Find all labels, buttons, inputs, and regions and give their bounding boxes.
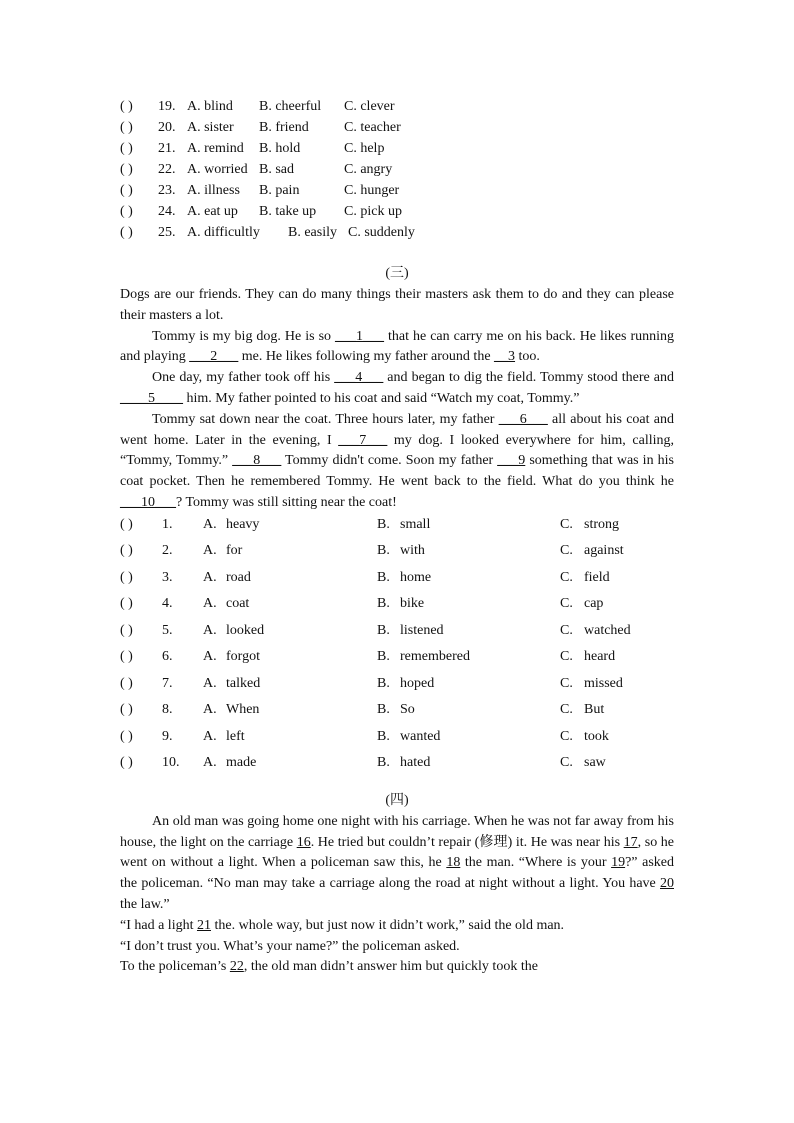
passage-text: my dog. I looked everywhere for him, calling, “Tommy, Tommy.”: [120, 432, 674, 469]
option-a: left: [226, 728, 245, 744]
passage-text: . He tried but couldn’t repair (修理) it. He was near his: [310, 834, 624, 850]
answer-paren[interactable]: ( ): [120, 99, 133, 114]
question-number: 24.: [158, 204, 176, 219]
option-c-letter: C.: [560, 543, 573, 559]
option-b-letter: B.: [377, 649, 390, 665]
passage-text: , so he went on without a light. When a policeman saw this, he: [120, 834, 675, 871]
option-a: A. sister: [187, 120, 234, 135]
answer-paren[interactable]: ( ): [120, 543, 133, 559]
blank-20[interactable]: 20: [660, 876, 674, 892]
questions-top: [120, 96, 674, 243]
option-a-letter: A.: [203, 755, 217, 771]
question-number: 20.: [158, 120, 176, 135]
passage-text: Tommy is my big dog. He is so: [152, 328, 336, 344]
section-4-paragraph-4: [120, 957, 674, 978]
option-c: against: [584, 543, 624, 559]
option-c: cap: [584, 596, 604, 612]
section-4-title: (四): [385, 792, 409, 808]
question-number: 9.: [162, 728, 173, 744]
option-c: C. teacher: [344, 120, 401, 135]
answer-paren[interactable]: ( ): [120, 162, 133, 177]
option-b: B. take up: [259, 204, 317, 219]
passage-text: the law.”: [120, 896, 170, 912]
option-b-letter: B.: [377, 543, 390, 559]
option-b: B. cheerful: [259, 99, 322, 114]
blank-4[interactable]: ___4___: [334, 370, 384, 386]
option-a-letter: A.: [203, 675, 217, 691]
answer-paren[interactable]: ( ): [120, 183, 133, 198]
blank-6[interactable]: ___6___: [498, 411, 548, 427]
option-b-letter: B.: [377, 596, 390, 612]
option-b-letter: B.: [377, 516, 390, 532]
passage-text: the. whole way, but just now it didn’t work,” said the old man.: [210, 917, 565, 933]
option-b: listened: [400, 622, 444, 638]
option-a: looked: [226, 622, 265, 638]
option-b: B. hold: [259, 141, 301, 156]
option-b: B. friend: [259, 120, 309, 135]
option-row: [120, 567, 674, 594]
option-c-letter: C.: [560, 728, 573, 744]
option-a-letter: A.: [203, 702, 217, 718]
question-number: 8.: [162, 702, 173, 718]
option-c-letter: C.: [560, 675, 573, 691]
passage-text: One day, my father took off his: [152, 370, 335, 386]
passage-text: ? Tommy was still sitting near the coat!: [176, 494, 397, 510]
option-a: heavy: [226, 516, 260, 532]
question-number: 10.: [162, 755, 180, 771]
blank-5[interactable]: ____5____: [120, 390, 183, 406]
blank-22[interactable]: 22: [229, 959, 244, 975]
option-a: A. blind: [187, 99, 233, 114]
passage-text: , the old man didn’t answer him but quickly took the: [243, 959, 538, 975]
blank-1[interactable]: ___1___: [335, 328, 385, 344]
option-c: watched: [584, 622, 631, 638]
option-c: C. help: [344, 141, 385, 156]
option-c: C. clever: [344, 99, 395, 114]
question-number: 1.: [162, 516, 173, 532]
option-a: A. eat up: [187, 204, 238, 219]
option-a: A. worried: [187, 162, 248, 177]
passage-text: something that was in his coat pocket. Then he remembered Tommy. He went back to the field. What do you think he: [120, 453, 674, 490]
option-c: C. angry: [344, 162, 393, 177]
option-c-letter: C.: [560, 755, 573, 771]
blank-9[interactable]: ___9: [497, 453, 526, 469]
answer-paren[interactable]: ( ): [120, 225, 133, 240]
option-b: hated: [400, 755, 431, 771]
answer-paren[interactable]: ( ): [120, 649, 133, 665]
option-b-letter: B.: [377, 622, 390, 638]
option-b-letter: B.: [377, 755, 390, 771]
answer-paren[interactable]: ( ): [120, 755, 133, 771]
question-number: 22.: [158, 162, 176, 177]
question-number: 5.: [162, 622, 173, 638]
option-b-letter: B.: [377, 569, 390, 585]
option-a-letter: A.: [203, 569, 217, 585]
answer-paren[interactable]: ( ): [120, 675, 133, 691]
option-row: [120, 699, 674, 726]
question-row: [120, 96, 674, 117]
question-row: [120, 117, 674, 138]
question-row: [120, 180, 674, 201]
option-a: talked: [226, 675, 261, 691]
option-a: coat: [226, 596, 250, 612]
blank-8[interactable]: ___8___: [232, 453, 282, 469]
section-3-options: [120, 514, 674, 779]
answer-paren[interactable]: ( ): [120, 120, 133, 135]
section-3-title: (三): [385, 266, 409, 281]
blank-21[interactable]: 21: [196, 917, 211, 933]
option-c: strong: [584, 516, 619, 532]
blank-2[interactable]: ___2___: [189, 349, 239, 365]
answer-paren[interactable]: ( ): [120, 204, 133, 219]
question-number: 6.: [162, 649, 173, 665]
question-number: 19.: [158, 99, 176, 114]
passage-text: To the policeman’s: [120, 959, 230, 975]
question-number: 25.: [158, 225, 176, 240]
option-b: bike: [400, 596, 425, 612]
answer-paren[interactable]: ( ): [120, 622, 133, 638]
worksheet-page: [120, 96, 674, 978]
question-number: 2.: [162, 543, 173, 559]
option-c: saw: [584, 755, 606, 771]
answer-paren[interactable]: ( ): [120, 728, 133, 744]
blank-7[interactable]: ___7___: [338, 432, 388, 448]
section-4-paragraph-2: [120, 916, 674, 937]
question-number: 3.: [162, 569, 173, 585]
passage-text: that he can carry me on his back. He likes running and playing: [120, 328, 674, 365]
option-row: [120, 673, 674, 700]
option-b: with: [400, 543, 425, 559]
option-c: But: [584, 702, 605, 718]
passage-text: ?” asked the policeman. “No man may take a carriage along the road at night without a light. You have: [120, 855, 674, 892]
option-a-letter: A.: [203, 622, 217, 638]
option-b: small: [400, 516, 431, 532]
option-a-letter: A.: [203, 728, 217, 744]
answer-paren[interactable]: ( ): [120, 516, 133, 532]
option-row: [120, 752, 674, 779]
blank-10[interactable]: ___10___: [120, 494, 176, 510]
passage-text: and began to dig the field. Tommy stood there and: [383, 370, 675, 386]
option-b: remembered: [400, 649, 470, 665]
question-number: 23.: [158, 183, 176, 198]
question-number: 7.: [162, 675, 173, 691]
blank-3[interactable]: __3: [494, 349, 516, 365]
option-row: [120, 646, 674, 673]
option-b: B. easily: [288, 225, 337, 240]
passage-text: me. He likes following my father around the: [238, 349, 495, 365]
option-a: for: [226, 543, 243, 559]
option-row: [120, 726, 674, 753]
blank-17[interactable]: 17: [623, 834, 638, 850]
option-a: A. illness: [187, 183, 240, 198]
option-c-letter: C.: [560, 622, 573, 638]
question-row: [120, 159, 674, 180]
question-number: 21.: [158, 141, 176, 156]
answer-paren[interactable]: ( ): [120, 141, 133, 156]
answer-paren[interactable]: ( ): [120, 569, 133, 585]
passage-text: too.: [515, 349, 540, 365]
option-c-letter: C.: [560, 516, 573, 532]
option-c: heard: [584, 649, 616, 665]
option-a: road: [226, 569, 251, 585]
option-b: home: [400, 569, 432, 585]
passage-text: “I had a light: [120, 917, 197, 933]
blank-16[interactable]: 16: [296, 834, 311, 850]
option-a-letter: A.: [203, 596, 217, 612]
option-c: took: [584, 728, 609, 744]
option-b: B. pain: [259, 183, 300, 198]
answer-paren[interactable]: ( ): [120, 702, 133, 718]
question-number: 4.: [162, 596, 173, 612]
option-a: made: [226, 755, 257, 771]
section-3-intro: Dogs are our friends. They can do many things their masters ask them to do and they can please their masters a lot.: [120, 287, 674, 323]
passage-text: him. My father pointed to his coat and said “Watch my coat, Tommy.”: [183, 390, 580, 406]
option-a: A. remind: [187, 141, 244, 156]
question-row: [120, 222, 674, 243]
question-row: [120, 138, 674, 159]
answer-paren[interactable]: ( ): [120, 596, 133, 612]
option-c: C. pick up: [344, 204, 402, 219]
section-3-paragraph-3: [120, 410, 674, 514]
option-c-letter: C.: [560, 596, 573, 612]
option-b: hoped: [400, 675, 435, 691]
option-b: wanted: [400, 728, 441, 744]
option-a: forgot: [226, 649, 260, 665]
option-b: B. sad: [259, 162, 294, 177]
option-c-letter: C.: [560, 702, 573, 718]
passage-text: all about his coat and went home. Later in the evening, I: [120, 411, 674, 448]
option-b-letter: B.: [377, 728, 390, 744]
option-row: [120, 593, 674, 620]
option-a: A. difficultly: [187, 225, 260, 240]
option-row: [120, 540, 674, 567]
passage-text: An old man was going home one night with his carriage. When he was not far away from his house, the light on the carriage: [120, 813, 674, 850]
option-b: So: [400, 702, 415, 718]
option-a: When: [226, 702, 260, 718]
passage-text: the man. “Where is your: [460, 855, 612, 871]
option-row: [120, 620, 674, 647]
option-row: [120, 514, 674, 541]
option-b-letter: B.: [377, 702, 390, 718]
passage-text: Tommy didn't come. Soon my father: [281, 453, 498, 469]
passage-text: Tommy sat down near the coat. Three hours later, my father: [152, 411, 499, 427]
blank-19[interactable]: 19: [611, 855, 626, 871]
option-a-letter: A.: [203, 543, 217, 559]
blank-18[interactable]: 18: [446, 855, 461, 871]
option-a-letter: A.: [203, 649, 217, 665]
option-c-letter: C.: [560, 649, 573, 665]
section-4-paragraph-1: [120, 812, 674, 916]
option-c: missed: [584, 675, 623, 691]
option-c: field: [584, 569, 610, 585]
option-c: C. suddenly: [348, 225, 415, 240]
option-c-letter: C.: [560, 569, 573, 585]
option-c: C. hunger: [344, 183, 400, 198]
option-b-letter: B.: [377, 675, 390, 691]
section-4-paragraph-3: “I don’t trust you. What’s your name?” the policeman asked.: [120, 938, 460, 954]
option-a-letter: A.: [203, 516, 217, 532]
question-row: [120, 201, 674, 222]
section-3-paragraph-2: [120, 368, 674, 410]
section-3-paragraph-1: [120, 327, 674, 369]
